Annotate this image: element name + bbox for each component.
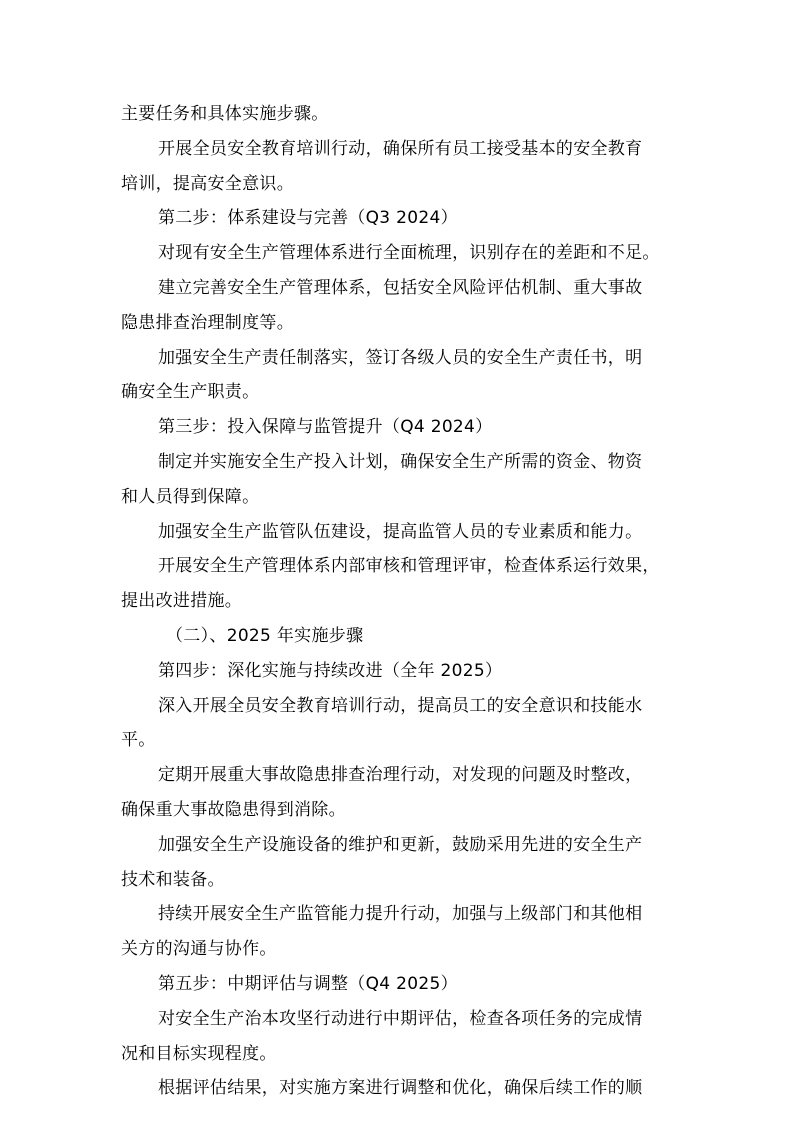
paragraph-line: 对安全生产治本攻坚行动进行中期评估，检查各项任务的完成情 [158, 1008, 643, 1029]
paragraph-line: 关方的沟通与协作。 [121, 939, 277, 960]
paragraph-line: 对现有安全生产管理体系进行全面梳理，识别存在的差距和不足。 [158, 243, 660, 264]
paragraph-line: 加强安全生产监管队伍建设，提高监管人员的专业素质和能力。 [158, 521, 643, 542]
paragraph-line: 制定并实施安全生产投入计划，确保安全生产所需的资金、物资 [158, 451, 643, 472]
paragraph-line: 根据评估结果，对实施方案进行调整和优化，确保后续工作的顺 [158, 1078, 643, 1099]
paragraph-line: 技术和装备。 [121, 869, 225, 890]
step-heading: 第五步：中期评估与调整（Q4 2025） [158, 973, 458, 994]
paragraph-line: 确保重大事故隐患得到消除。 [121, 799, 346, 820]
paragraph-line: 主要任务和具体实施步骤。 [121, 104, 329, 124]
paragraph-line: 开展全员安全教育培训行动，确保所有员工接受基本的安全教育 [158, 138, 643, 159]
step-heading: 第二步：体系建设与完善（Q3 2024） [158, 208, 458, 229]
paragraph-line: 隐患排查治理制度等。 [121, 312, 294, 333]
paragraph-line: 况和目标实现程度。 [121, 1043, 277, 1064]
paragraph-line: 开展安全生产管理体系内部审核和管理评审，检查体系运行效果， [158, 556, 660, 577]
paragraph-line: 加强安全生产责任制落实，签订各级人员的安全生产责任书，明 [158, 347, 643, 368]
paragraph-line: 定期开展重大事故隐患排查治理行动，对发现的问题及时整改， [158, 765, 643, 786]
paragraph-line: 提出改进措施。 [121, 591, 243, 612]
section-heading: （二）、2025 年实施步骤 [166, 625, 364, 646]
paragraph-line: 平。 [121, 730, 156, 751]
paragraph-line: 建立完善安全生产管理体系，包括安全风险评估机制、重大事故 [158, 277, 643, 298]
step-heading: 第四步：深化实施与持续改进（全年 2025） [158, 660, 503, 681]
paragraph-line: 持续开展安全生产监管能力提升行动，加强与上级部门和其他相 [158, 904, 643, 925]
step-heading: 第三步：投入保障与监管提升（Q4 2024） [158, 417, 493, 438]
paragraph-line: 确安全生产职责。 [121, 382, 260, 403]
paragraph-line: 深入开展全员安全教育培训行动，提高员工的安全意识和技能水 [158, 695, 643, 716]
paragraph-line: 培训，提高安全意识。 [121, 173, 294, 194]
paragraph-line: 加强安全生产设施设备的维护和更新，鼓励采用先进的安全生产 [158, 834, 643, 855]
document-body [121, 97, 676, 1106]
paragraph-line: 和人员得到保障。 [121, 486, 260, 507]
